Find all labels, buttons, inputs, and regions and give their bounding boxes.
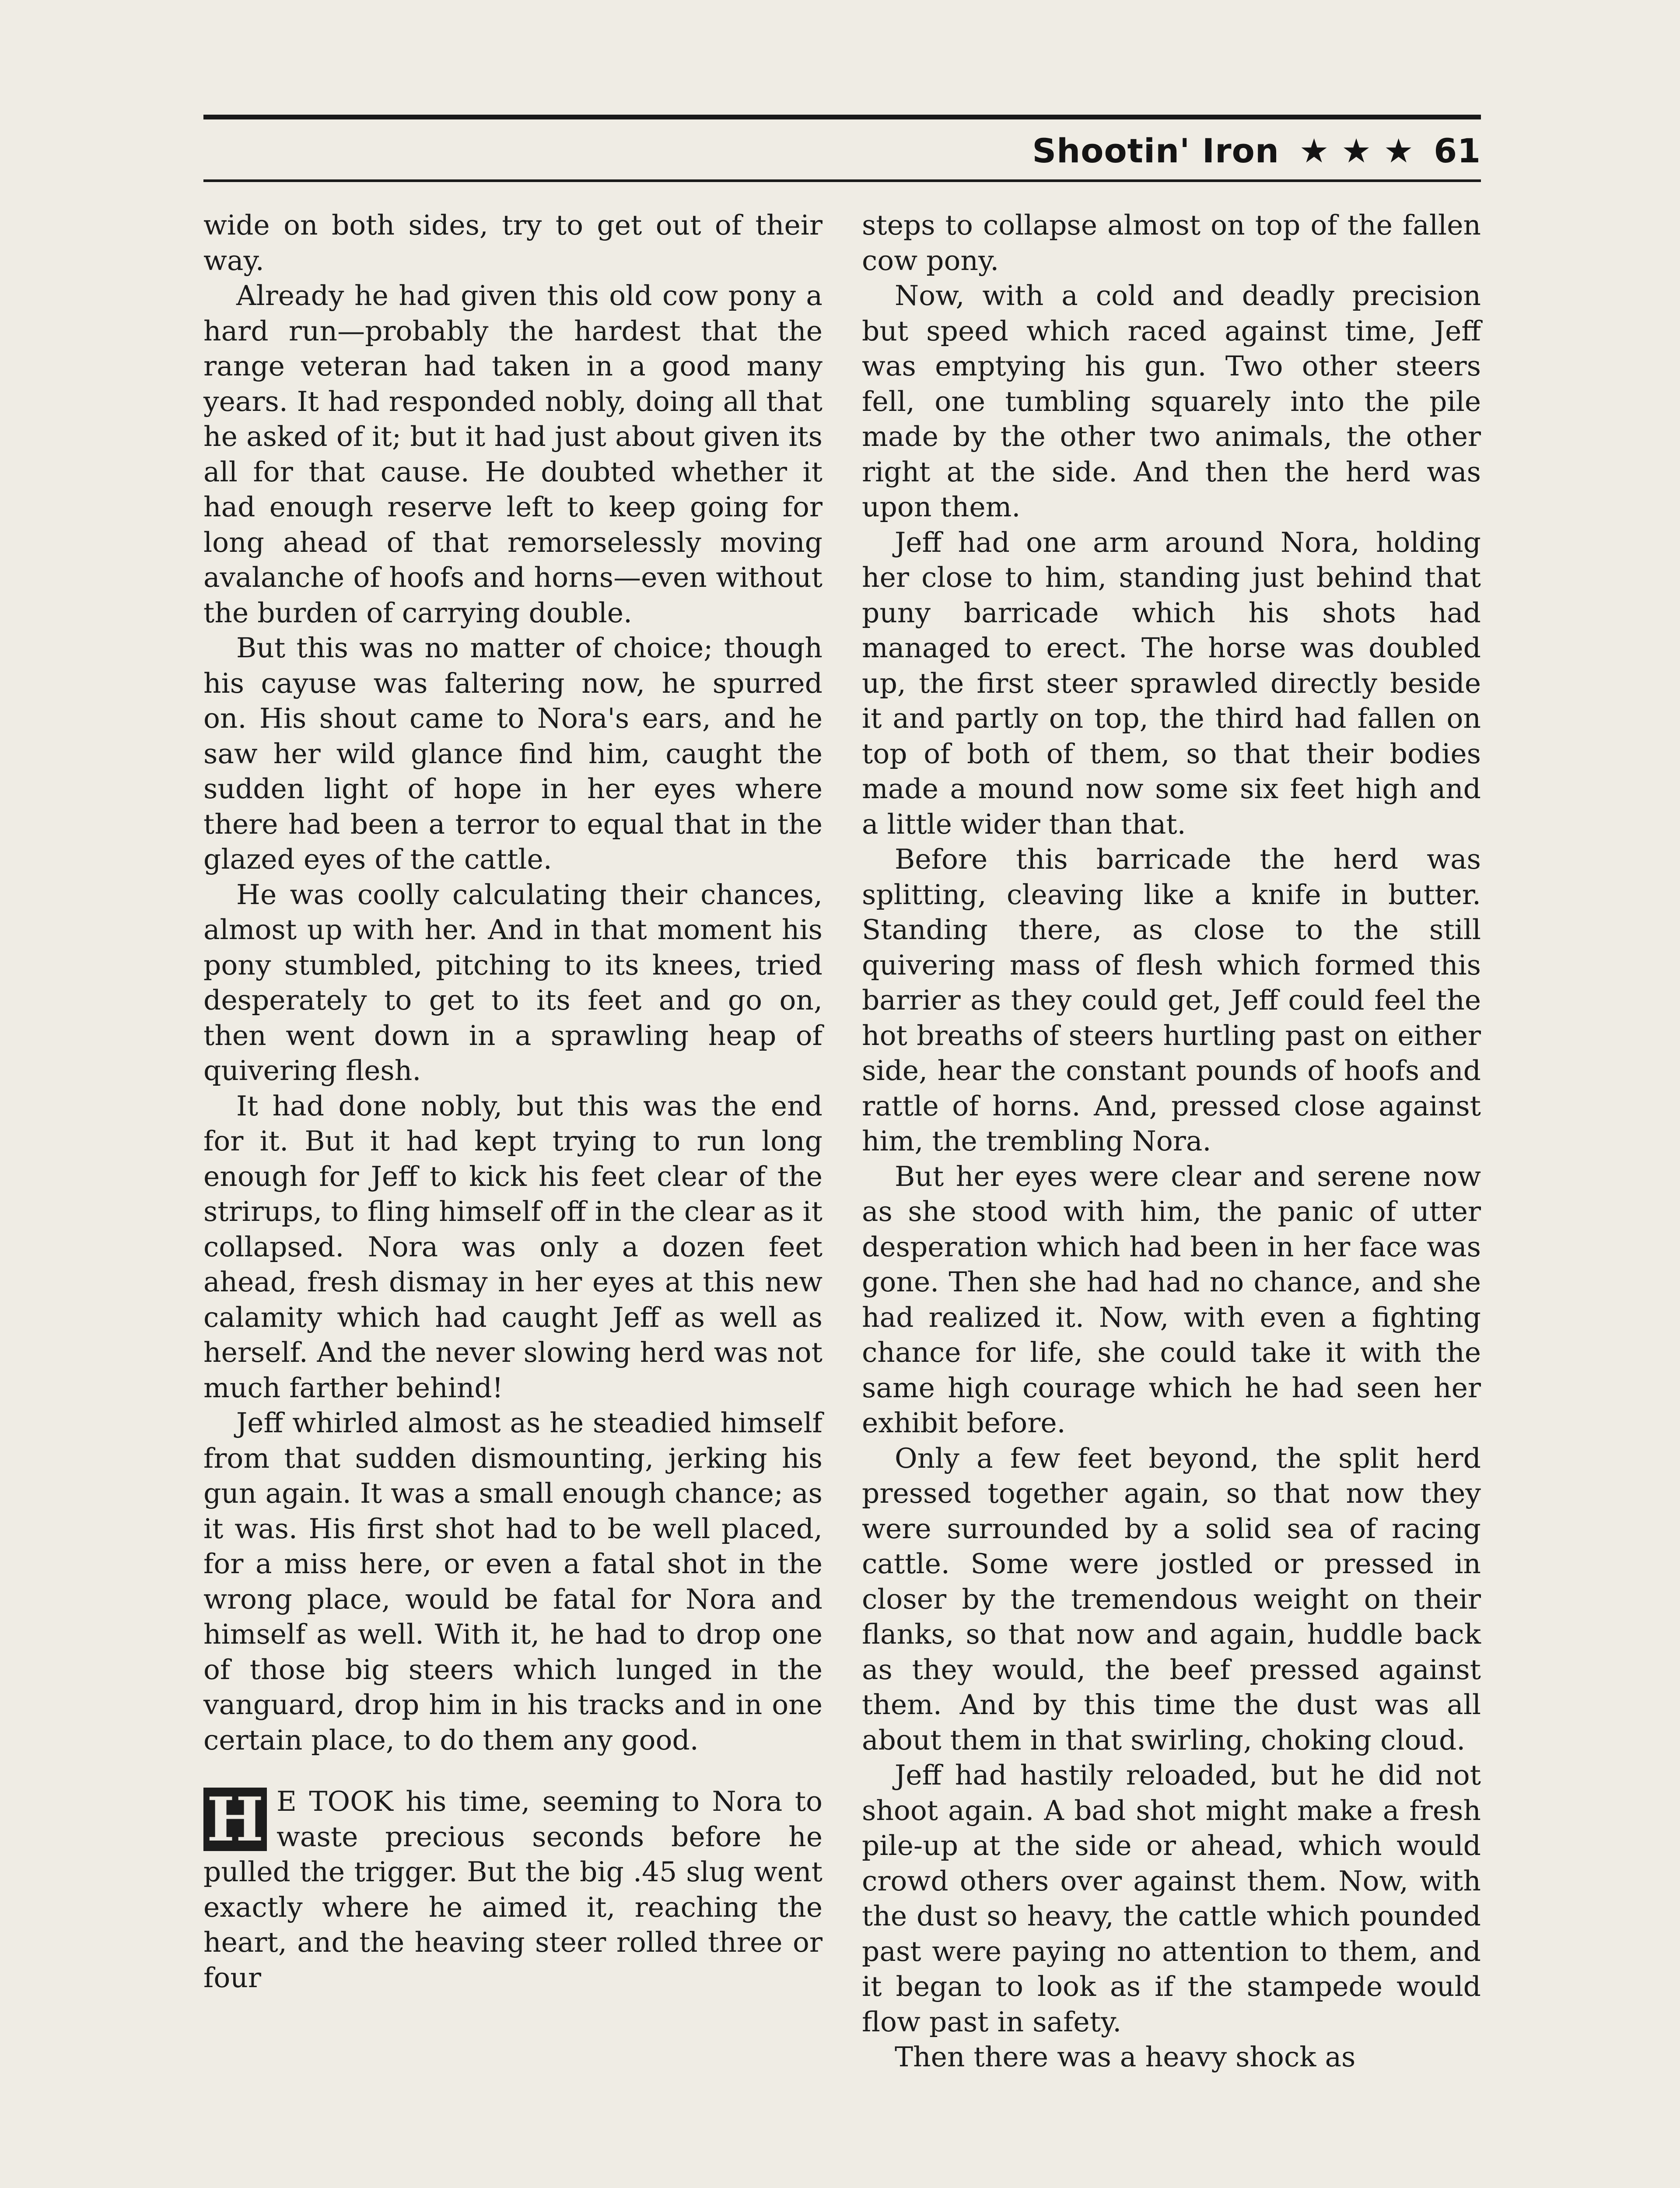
star-icons: ★ ★ ★ bbox=[1299, 131, 1414, 170]
paragraph: wide on both sides, try to get out of their way. bbox=[203, 209, 822, 277]
paragraph: Before this barricade the herd was splitting, cleaving like a knife in butter. Standing there, as close to the still quivering mass of flesh which formed this barrier as they could get, Jeff could feel the hot breaths of steers hurtling past on either side, hear the constant pounds of hoofs and rattle of horns. And, pressed close against him, the trembling Nora. bbox=[862, 843, 1481, 1157]
section-paragraph bbox=[203, 1784, 822, 1995]
paragraph: But her eyes were clear and serene now as she stood with him, the panic of utter desperation which had been in her face was gone. Then she had had no chance, and she had realized it. Now, with even a fighting chance for life, she could take it with the same high courage which he had seen her exhibit before. bbox=[862, 1160, 1481, 1439]
paragraph: Now, with a cold and deadly precision but speed which raced against time, Jeff was emptying his gun. Two other steers fell, one tumbling squarely into the pile made by the other two animals, the other right at the side. And then the herd was upon them. bbox=[862, 280, 1481, 523]
paragraph: Jeff had hastily reloaded, but he did not shoot again. A bad shot might make a fresh pile-up at the side or ahead, which would crowd others over against them. Now, with the dust so heavy, the cattle which pounded past were paying no attention to them, and it began to look as if the stampede would flow past in safety. bbox=[862, 1759, 1481, 2038]
drop-cap: H bbox=[203, 1788, 267, 1851]
header-rule-top bbox=[203, 115, 1481, 119]
paragraph: Jeff had one arm around Nora, holding her close to him, standing just behind that puny barricade which his shots had managed to erect. The horse was doubled up, the first steer sprawled directly beside it and partly on top, the third had fallen on top of both of them, so that their bodies made a mound now some six feet high and a little wider than that. bbox=[862, 526, 1481, 840]
paragraph: It had done nobly, but this was the end for it. But it had kept trying to run long enough for Jeff to kick his feet clear of the strirups, to fling himself off in the clear as it collapsed. Nora was only a dozen feet ahead, fresh dismay in her eyes at this new calamity which had caught Jeff as well as herself. And the never slowing herd was not much farther behind! bbox=[203, 1090, 822, 1404]
paragraph: steps to collapse almost on top of the fallen cow pony. bbox=[862, 209, 1481, 277]
running-head-title: Shootin' Iron bbox=[1032, 131, 1279, 170]
paragraph: But this was no matter of choice; though his cayuse was faltering now, he spurred on. His shout came to Nora's ears, and he saw her wild glance find him, caught the sudden light of hope in her eyes where there had been a terror to equal that in the glazed eyes of the cattle. bbox=[203, 632, 822, 875]
paragraph: Then there was a heavy shock as bbox=[895, 2041, 1356, 2073]
running-head bbox=[1024, 127, 1481, 175]
right-column bbox=[862, 208, 1481, 2075]
header-rule-bottom bbox=[203, 179, 1481, 182]
paragraph: Jeff whirled almost as he steadied himself from that sudden dismounting, jerking his gun again. It was a small enough chance; as it was. His first shot had to be well placed, for a miss here, or even a fatal shot in the wrong place, would be fatal for Nora and himself as well. With it, he had to drop one of those big steers which lunged in the vanguard, drop him in his tracks and in one certain place, to do them any good. bbox=[203, 1407, 822, 1756]
section-text: E TOOK his time, seeming to Nora to waste precious seconds before he pulled the trigger. But the big .45 slug went exactly where he aimed it, reaching the heart, and the heaving steer rolled three or four bbox=[203, 1785, 822, 1994]
left-column bbox=[203, 208, 822, 1995]
paragraph: Only a few feet beyond, the split herd pressed together again, so that now they were surrounded by a solid sea of racing cattle. Some were jostled or pressed in closer by the tremendous weight on their flanks, so that now and again, huddle back as they would, the beef pressed against them. And by this time the dust was all about them in that swirling, choking cloud. bbox=[862, 1442, 1481, 1756]
page-number: 61 bbox=[1434, 131, 1481, 170]
paragraph: Already he had given this old cow pony a hard run—probably the hardest that the range veteran had taken in a good many years. It had responded nobly, doing all that he asked of it; but it had just about given its all for that cause. He doubted whether it had enough reserve left to keep going for long ahead of that remorselessly moving avalanche of hoofs and horns—even without the burden of carrying double. bbox=[203, 280, 822, 629]
paragraph: He was coolly calculating their chances, almost up with her. And in that moment his pony stumbled, pitching to its knees, tried desperately to get to its feet and go on, then went down in a sprawling heap of quivering flesh. bbox=[203, 878, 822, 1087]
